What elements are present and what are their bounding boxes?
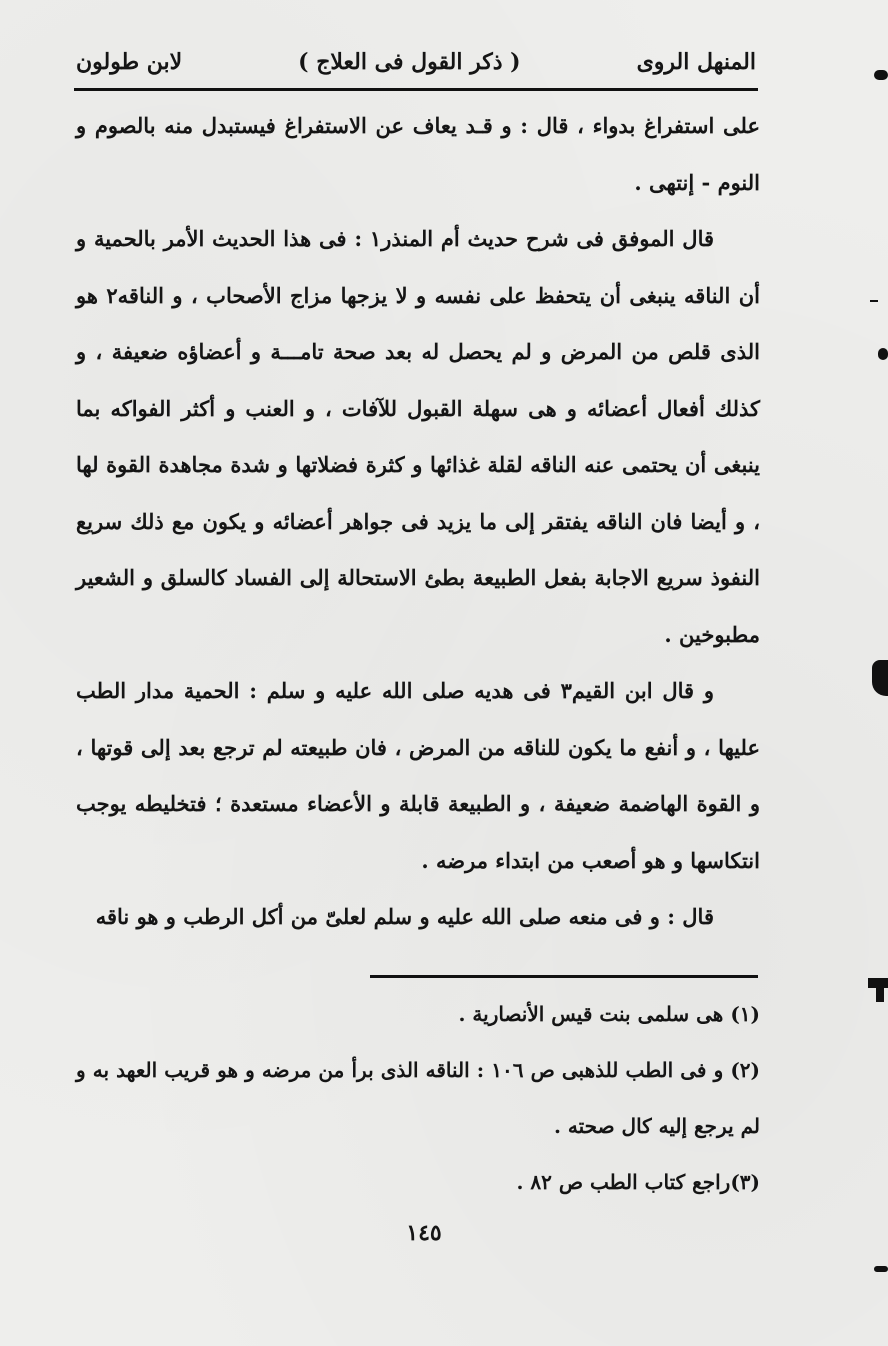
scan-mark <box>878 348 888 360</box>
page-number: ١٤٥ <box>406 1220 442 1246</box>
paragraph: قال الموفق فى شرح حديث أم المنذر١ : فى هذا الحديث الأمر بالحمية و أن الناقه ينبغى أن يتحفظ على نفسه و لا يزجها مزاج الأصحاب ، و الناقه٢ هو الذى قلص من المرض و لم يحصل له بعد صحة تامـــة و أعضاؤه ضعيفة ، و كذلك أفعال أعضائه و هى سهلة القبول للآفات ، و العنب و أكثر الفواكه بما ينبغى أن يحتمى عنه الناقه لقلة غذائها و كثرة فضلاتها و شدة مجاهدة القوة لها ، و أيضا فان الناقه يفتقر إلى ما يزيد فى جواهر أعضائه و يكون مع ذلك سريع النفوذ سريع الاجابة بفعل الطبيعة بطئ الاستحالة إلى الفساد كالسلق و الشعير مطبوخين . <box>76 226 760 647</box>
header-chapter-title: ( ذكر القول فى العلاج ) <box>298 49 521 75</box>
running-header <box>76 40 756 84</box>
paragraph: و قال ابن القيم٣ فى هديه صلى الله عليه و سلم : الحمية مدار الطب عليها ، و أنفع ما يكون للناقه من المرض ، فان طبيعته لم ترجع بعد إلى قوتها ، و القوة الهاضمة ضعيفة ، و الطبيعة قابلة و الأعضاء مستعدة ؛ فتخليطه يوجب انتكاسها و هو أصعب من ابتداء مرضه . <box>76 678 760 873</box>
paragraph: على استفراغ بدواء ، قال : و قـد يعاف عن الاستفراغ فيستبدل منه بالصوم و النوم - إنتهى . <box>76 113 760 195</box>
scan-mark <box>876 984 884 1002</box>
footnote: (٣)راجع كتاب الطب ص ٨٢ . <box>516 1170 760 1194</box>
main-text <box>76 98 760 946</box>
footnote-rule <box>370 975 758 978</box>
footnote: (١) هى سلمى بنت قيس الأنصارية . <box>458 1002 760 1026</box>
scan-mark <box>870 300 878 302</box>
header-book-title: المنهل الروى <box>636 49 756 75</box>
footnote: (٢) و فى الطب للذهبى ص ١٠٦ : الناقه الذى برأ من مرضه و هو قريب العهد به و لم يرجع إليه كال صحته . <box>76 1058 761 1138</box>
footnotes <box>76 986 760 1210</box>
scan-mark <box>872 660 888 696</box>
header-rule <box>74 88 758 91</box>
header-author: لابن طولون <box>76 49 183 75</box>
paragraph: قال : و فى منعه صلى الله عليه و سلم لعلىّ من أكل الرطب و هو ناقه <box>95 904 714 929</box>
scan-mark <box>874 70 888 80</box>
scan-mark <box>874 1266 888 1272</box>
